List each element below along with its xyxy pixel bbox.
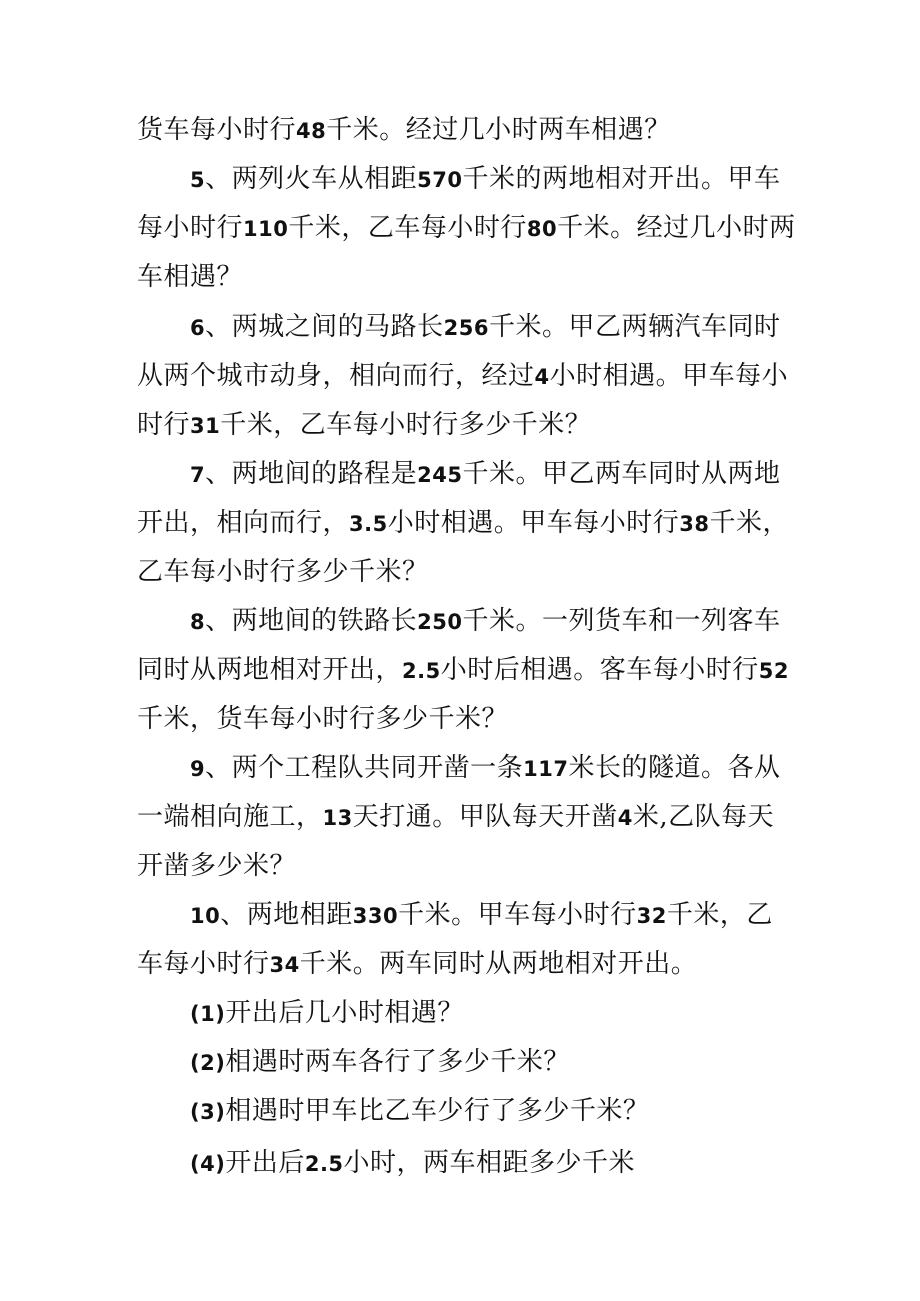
- problem-7-line-3: [137, 556, 797, 588]
- text-segment: 千米，乙: [666, 900, 773, 930]
- text-segment: 开出，相向而行，: [137, 508, 350, 538]
- text-segment: 小时相遇。甲车每小: [549, 361, 789, 391]
- number-segment: 80: [526, 217, 558, 241]
- text-segment: 千米。一列货车和一列客车: [462, 606, 781, 636]
- number-segment: 570: [417, 168, 463, 192]
- sub-question-3: [190, 1095, 850, 1128]
- text-segment: 小时后相遇。客车每小时行: [440, 655, 759, 685]
- text-segment: 、两城之间的马路长: [205, 312, 444, 342]
- number-segment: 110: [243, 217, 289, 241]
- text-segment: 千米。甲车每小时行: [398, 900, 637, 930]
- text-segment: 天打通。甲队每天开凿: [352, 802, 618, 832]
- text-segment: 千米的两地相对开出。甲车: [462, 164, 781, 194]
- text-segment: 一端相向施工，: [137, 802, 323, 832]
- text-segment: 每小时行: [137, 213, 244, 243]
- number-segment: 2.5: [304, 1152, 344, 1176]
- problem-5-line-3: [137, 261, 797, 293]
- problem-8-line-3: [137, 703, 797, 735]
- text-segment: 相遇时两车各行了多少千米？: [225, 1047, 570, 1077]
- text-segment: 千米。经过几小时两车相遇？: [326, 115, 671, 145]
- number-segment: 34: [269, 953, 300, 977]
- problem-7-line-1: [190, 458, 850, 491]
- text-segment: 米长的隧道。各从: [568, 753, 781, 783]
- number-segment: 2.5: [402, 659, 441, 683]
- text-segment: 、两个工程队共同开凿一条: [205, 753, 524, 783]
- text-segment: 开凿多少米？: [137, 851, 297, 881]
- sub-question-1: [190, 997, 850, 1030]
- sub-question-number: (3): [190, 1100, 226, 1124]
- text-segment: 千米，: [709, 508, 789, 538]
- problem-number: 8: [190, 610, 206, 634]
- text-segment: 开出后: [225, 1148, 305, 1178]
- text-segment: 时行: [137, 410, 191, 440]
- text-segment: 、两列火车从相距: [205, 164, 418, 194]
- text-segment: 车相遇？: [137, 262, 244, 292]
- text-segment: 、两地间的路程是: [205, 459, 418, 489]
- text-segment: 千米，货车每小时行多少千米？: [137, 704, 509, 734]
- sub-question-number: (1): [190, 1002, 226, 1026]
- text-segment: 货车每小时行: [137, 115, 297, 145]
- sub-question-number: (2): [190, 1051, 226, 1075]
- problem-9-line-1: [190, 752, 850, 785]
- text-segment: 千米，乙车每小时行多少千米？: [220, 410, 592, 440]
- text-segment: 千米。两车同时从两地相对开出。: [299, 949, 698, 979]
- problem-9-line-2: [137, 801, 797, 834]
- problem-7-line-2: [137, 507, 797, 540]
- number-segment: 48: [296, 119, 327, 143]
- number-segment: 4: [534, 365, 550, 389]
- problem-10-line-2: [137, 948, 797, 981]
- number-segment: 250: [417, 610, 463, 634]
- sub-question-4: [190, 1147, 850, 1180]
- text-segment: 开出后几小时相遇？: [225, 998, 464, 1028]
- text-segment: 、两地相距: [220, 900, 353, 930]
- text-segment: 乙车每小时行多少千米？: [137, 557, 429, 587]
- problem-6-line-1: [190, 311, 850, 344]
- problem-number: 10: [190, 904, 221, 928]
- text-segment: 从两个城市动身，相向而行，经过: [137, 361, 535, 391]
- problem-number: 9: [190, 757, 206, 781]
- text-line-1: [137, 114, 797, 147]
- text-segment: 千米。甲乙两车同时从两地: [462, 459, 781, 489]
- text-segment: 、两地间的铁路长: [205, 606, 418, 636]
- number-segment: 13: [322, 806, 353, 830]
- number-segment: 38: [679, 512, 710, 536]
- text-segment: 千米。经过几小时两: [557, 213, 796, 243]
- problem-5-line-1: [190, 163, 850, 196]
- number-segment: 4: [617, 806, 633, 830]
- number-segment: 330: [352, 904, 399, 928]
- problem-number: 5: [190, 168, 206, 192]
- problem-number: 7: [190, 463, 206, 487]
- number-segment: 32: [636, 904, 667, 928]
- text-segment: 小时，两车相距多少千米: [343, 1148, 636, 1178]
- number-segment: 52: [758, 659, 789, 683]
- number-segment: 117: [523, 757, 569, 781]
- text-segment: 米,乙队每天: [632, 802, 775, 832]
- text-segment: 千米。甲乙两辆汽车同时: [488, 312, 781, 342]
- text-segment: 小时相遇。甲车每小时行: [387, 508, 680, 538]
- number-segment: 245: [417, 463, 463, 487]
- problem-5-line-2: [137, 212, 797, 245]
- problem-6-line-3: [137, 409, 797, 442]
- text-segment: 车每小时行: [137, 949, 270, 979]
- problem-8-line-1: [190, 605, 850, 638]
- number-segment: 31: [190, 414, 221, 438]
- text-segment: 同时从两地相对开出，: [137, 655, 403, 685]
- problem-number: 6: [190, 316, 206, 340]
- text-segment: 千米，乙车每小时行: [288, 213, 527, 243]
- number-segment: 3.5: [349, 512, 388, 536]
- number-segment: 256: [443, 316, 489, 340]
- sub-question-number: (4): [190, 1152, 226, 1176]
- problem-8-line-2: [137, 654, 797, 687]
- text-segment: 相遇时甲车比乙车少行了多少千米？: [225, 1096, 650, 1126]
- problem-10-line-1: [190, 899, 850, 932]
- sub-question-2: [190, 1046, 850, 1079]
- problem-6-line-2: [137, 360, 797, 393]
- problem-9-line-3: [137, 850, 797, 882]
